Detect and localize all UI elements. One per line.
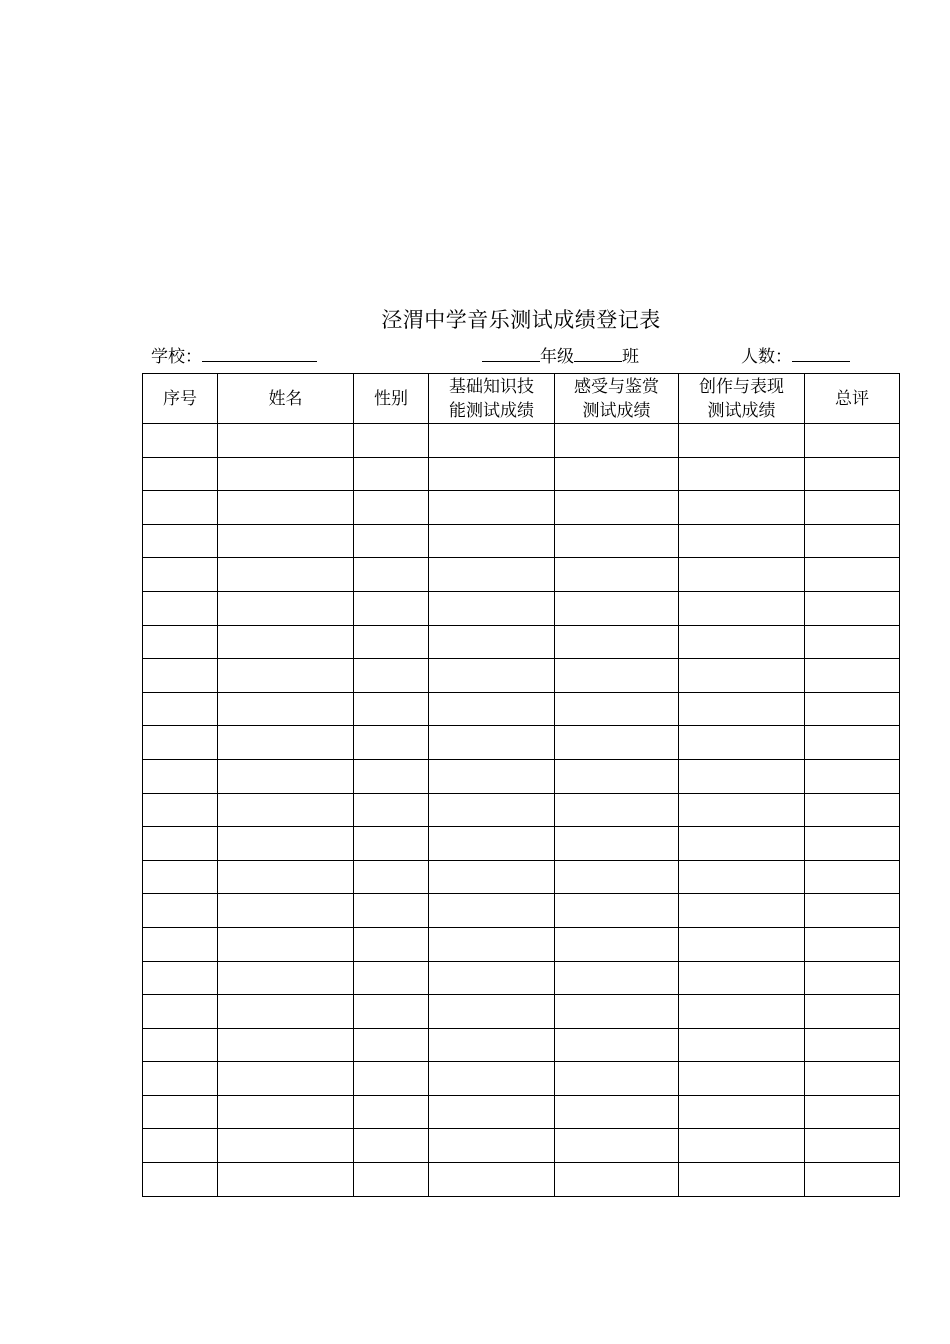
table-cell[interactable]	[218, 558, 354, 592]
table-cell[interactable]	[555, 894, 679, 928]
column-header-line: 创作与表现	[699, 376, 784, 397]
class-label: 班	[622, 347, 639, 367]
table-cell[interactable]	[218, 524, 354, 558]
table-cell[interactable]	[143, 591, 218, 625]
table-cell[interactable]	[354, 726, 429, 760]
table-cell[interactable]	[218, 457, 354, 491]
table-cell[interactable]	[218, 692, 354, 726]
table-cell[interactable]	[805, 726, 900, 760]
table-row	[143, 793, 900, 827]
count-blank[interactable]	[792, 343, 850, 362]
page-title: 泾渭中学音乐测试成绩登记表	[381, 308, 661, 332]
table-cell[interactable]	[429, 524, 555, 558]
school-field	[151, 342, 317, 367]
class-blank[interactable]	[574, 343, 622, 362]
table-cell[interactable]	[679, 1028, 805, 1062]
table-row	[143, 692, 900, 726]
table-cell[interactable]	[679, 961, 805, 995]
table-row	[143, 424, 900, 458]
table-cell[interactable]	[805, 457, 900, 491]
table-cell[interactable]	[805, 659, 900, 693]
column-header-line: 测试成绩	[707, 400, 776, 421]
table-cell[interactable]	[429, 1095, 555, 1129]
table-cell[interactable]	[429, 759, 555, 793]
table-cell[interactable]	[354, 1129, 429, 1163]
table-cell[interactable]	[805, 524, 900, 558]
table-cell[interactable]	[143, 793, 218, 827]
table-cell[interactable]	[354, 457, 429, 491]
table-cell[interactable]	[143, 659, 218, 693]
column-header-line: 总评	[835, 388, 869, 409]
table-cell[interactable]	[679, 1163, 805, 1197]
table-row	[143, 591, 900, 625]
table-cell[interactable]	[143, 927, 218, 961]
table-cell[interactable]	[805, 1028, 900, 1062]
table-cell[interactable]	[805, 995, 900, 1029]
table-cell[interactable]	[143, 524, 218, 558]
table-cell[interactable]	[143, 827, 218, 861]
table-row	[143, 1095, 900, 1129]
table-cell[interactable]	[354, 894, 429, 928]
column-header	[555, 374, 679, 424]
table-cell[interactable]	[218, 659, 354, 693]
table-cell[interactable]	[354, 1062, 429, 1096]
table-cell[interactable]	[555, 995, 679, 1029]
table-cell[interactable]	[679, 591, 805, 625]
table-cell[interactable]	[218, 995, 354, 1029]
table-row	[143, 625, 900, 659]
table-cell[interactable]	[429, 457, 555, 491]
table-cell[interactable]	[679, 793, 805, 827]
table-cell[interactable]	[143, 1028, 218, 1062]
table-cell[interactable]	[679, 860, 805, 894]
table-cell[interactable]	[354, 692, 429, 726]
table-cell[interactable]	[555, 1028, 679, 1062]
table-row	[143, 961, 900, 995]
table-cell[interactable]	[679, 457, 805, 491]
table-row	[143, 457, 900, 491]
table-cell[interactable]	[218, 827, 354, 861]
table-cell[interactable]	[679, 726, 805, 760]
school-blank[interactable]	[202, 343, 317, 362]
table-cell[interactable]	[805, 424, 900, 458]
table-cell[interactable]	[218, 591, 354, 625]
table-cell[interactable]	[555, 793, 679, 827]
table-cell[interactable]	[679, 659, 805, 693]
table-cell[interactable]	[143, 995, 218, 1029]
table-row	[143, 860, 900, 894]
table-cell[interactable]	[555, 961, 679, 995]
table-cell[interactable]	[429, 1028, 555, 1062]
table-cell[interactable]	[679, 1062, 805, 1096]
table-cell[interactable]	[354, 491, 429, 525]
table-cell[interactable]	[143, 726, 218, 760]
table-row	[143, 1062, 900, 1096]
table-cell[interactable]	[555, 491, 679, 525]
table-cell[interactable]	[143, 860, 218, 894]
table-cell[interactable]	[555, 1062, 679, 1096]
table-cell[interactable]	[679, 759, 805, 793]
count-label: 人数：	[741, 347, 792, 367]
table-cell[interactable]	[555, 558, 679, 592]
table-cell[interactable]	[555, 1095, 679, 1129]
table-cell[interactable]	[218, 625, 354, 659]
table-cell[interactable]	[555, 524, 679, 558]
table-cell[interactable]	[555, 927, 679, 961]
table-cell[interactable]	[805, 591, 900, 625]
table-cell[interactable]	[805, 827, 900, 861]
table-row	[143, 827, 900, 861]
table-cell[interactable]	[805, 1095, 900, 1129]
table-cell[interactable]	[429, 692, 555, 726]
table-cell[interactable]	[354, 591, 429, 625]
table-cell[interactable]	[805, 961, 900, 995]
table-cell[interactable]	[354, 659, 429, 693]
table-cell[interactable]	[679, 1129, 805, 1163]
column-header-line: 能测试成绩	[449, 400, 534, 421]
table-cell[interactable]	[429, 860, 555, 894]
table-cell[interactable]	[143, 692, 218, 726]
table-cell[interactable]	[354, 793, 429, 827]
table-cell[interactable]	[354, 927, 429, 961]
table-row	[143, 995, 900, 1029]
table-cell[interactable]	[555, 424, 679, 458]
table-cell[interactable]	[555, 1163, 679, 1197]
table-cell[interactable]	[354, 827, 429, 861]
table-cell[interactable]	[805, 860, 900, 894]
table-cell[interactable]	[429, 1062, 555, 1096]
table-cell[interactable]	[429, 793, 555, 827]
table-body	[143, 424, 900, 1197]
table-cell[interactable]	[555, 827, 679, 861]
table-cell[interactable]	[429, 961, 555, 995]
table-cell[interactable]	[143, 894, 218, 928]
table-cell[interactable]	[805, 927, 900, 961]
table-cell[interactable]	[679, 524, 805, 558]
table-cell[interactable]	[805, 692, 900, 726]
grade-class-field	[482, 342, 639, 367]
table-cell[interactable]	[555, 1129, 679, 1163]
table-cell[interactable]	[429, 1163, 555, 1197]
column-header-line: 测试成绩	[582, 400, 651, 421]
table-cell[interactable]	[805, 558, 900, 592]
table-cell[interactable]	[218, 1095, 354, 1129]
table-cell[interactable]	[143, 1095, 218, 1129]
table-cell[interactable]	[218, 491, 354, 525]
table-cell[interactable]	[143, 558, 218, 592]
table-cell[interactable]	[218, 726, 354, 760]
table-cell[interactable]	[143, 1062, 218, 1096]
table-cell[interactable]	[354, 1028, 429, 1062]
table-cell[interactable]	[555, 457, 679, 491]
column-header-line: 感受与鉴赏	[574, 376, 659, 397]
column-header	[679, 374, 805, 424]
table-cell[interactable]	[679, 558, 805, 592]
table-cell[interactable]	[143, 491, 218, 525]
table-cell[interactable]	[218, 860, 354, 894]
header-row	[143, 374, 900, 424]
table-row	[143, 524, 900, 558]
table-cell[interactable]	[805, 491, 900, 525]
table-cell[interactable]	[679, 424, 805, 458]
table-cell[interactable]	[143, 759, 218, 793]
table-cell[interactable]	[805, 625, 900, 659]
table-cell[interactable]	[354, 860, 429, 894]
column-header	[218, 374, 354, 424]
table-cell[interactable]	[555, 860, 679, 894]
grade-label: 年级	[540, 347, 574, 367]
grade-blank[interactable]	[482, 343, 540, 362]
table-cell[interactable]	[679, 827, 805, 861]
table-cell[interactable]	[429, 558, 555, 592]
table-cell[interactable]	[555, 726, 679, 760]
table-row	[143, 759, 900, 793]
table-cell[interactable]	[679, 625, 805, 659]
column-header	[805, 374, 900, 424]
table-cell[interactable]	[679, 1095, 805, 1129]
table-cell[interactable]	[218, 793, 354, 827]
table-cell[interactable]	[679, 927, 805, 961]
column-header-line: 基础知识技	[449, 376, 534, 397]
table-row	[143, 726, 900, 760]
table-cell[interactable]	[429, 894, 555, 928]
table-cell[interactable]	[679, 995, 805, 1029]
table-row	[143, 1163, 900, 1197]
column-header	[429, 374, 555, 424]
table-cell[interactable]	[429, 591, 555, 625]
table-cell[interactable]	[429, 491, 555, 525]
table-cell[interactable]	[429, 827, 555, 861]
table-cell[interactable]	[218, 424, 354, 458]
table-cell[interactable]	[555, 692, 679, 726]
table-cell[interactable]	[429, 625, 555, 659]
table-cell[interactable]	[555, 625, 679, 659]
table-row	[143, 1129, 900, 1163]
table-cell[interactable]	[679, 894, 805, 928]
table-cell[interactable]	[354, 1163, 429, 1197]
column-header	[354, 374, 429, 424]
table-row	[143, 659, 900, 693]
table-cell[interactable]	[429, 927, 555, 961]
table-cell[interactable]	[555, 591, 679, 625]
table-cell[interactable]	[805, 1062, 900, 1096]
table-cell[interactable]	[805, 1129, 900, 1163]
column-header	[143, 374, 218, 424]
table-cell[interactable]	[354, 961, 429, 995]
table-cell[interactable]	[143, 457, 218, 491]
table-cell[interactable]	[354, 1095, 429, 1129]
table-cell[interactable]	[143, 1163, 218, 1197]
table-cell[interactable]	[429, 995, 555, 1029]
table-cell[interactable]	[429, 1129, 555, 1163]
table-cell[interactable]	[218, 961, 354, 995]
table-cell[interactable]	[143, 625, 218, 659]
table-cell[interactable]	[218, 1062, 354, 1096]
table-cell[interactable]	[354, 424, 429, 458]
table-cell[interactable]	[679, 692, 805, 726]
table-row	[143, 1028, 900, 1062]
table-cell[interactable]	[429, 726, 555, 760]
table-cell[interactable]	[805, 759, 900, 793]
table-cell[interactable]	[218, 1163, 354, 1197]
school-label: 学校：	[151, 347, 202, 367]
table-cell[interactable]	[354, 558, 429, 592]
table-cell[interactable]	[218, 759, 354, 793]
table-cell[interactable]	[354, 759, 429, 793]
score-table	[142, 373, 900, 1197]
table-cell[interactable]	[429, 424, 555, 458]
table-cell[interactable]	[555, 759, 679, 793]
table-cell[interactable]	[354, 995, 429, 1029]
table-cell[interactable]	[143, 1129, 218, 1163]
count-field	[741, 342, 850, 367]
table-cell[interactable]	[218, 1129, 354, 1163]
table-cell[interactable]	[354, 625, 429, 659]
column-header-line: 姓名	[268, 388, 303, 409]
table-cell[interactable]	[679, 491, 805, 525]
column-header-line: 序号	[163, 388, 197, 409]
table-cell[interactable]	[555, 659, 679, 693]
table-row	[143, 491, 900, 525]
table-cell[interactable]	[805, 793, 900, 827]
table-row	[143, 894, 900, 928]
table-cell[interactable]	[143, 424, 218, 458]
info-row	[0, 342, 950, 368]
table-cell[interactable]	[805, 1163, 900, 1197]
table-cell[interactable]	[805, 894, 900, 928]
table-cell[interactable]	[218, 927, 354, 961]
table-cell[interactable]	[218, 894, 354, 928]
table-row	[143, 927, 900, 961]
table-cell[interactable]	[143, 961, 218, 995]
column-header-line: 性别	[374, 388, 408, 409]
table-cell[interactable]	[218, 1028, 354, 1062]
table-cell[interactable]	[429, 659, 555, 693]
table-cell[interactable]	[354, 524, 429, 558]
table-row	[143, 558, 900, 592]
